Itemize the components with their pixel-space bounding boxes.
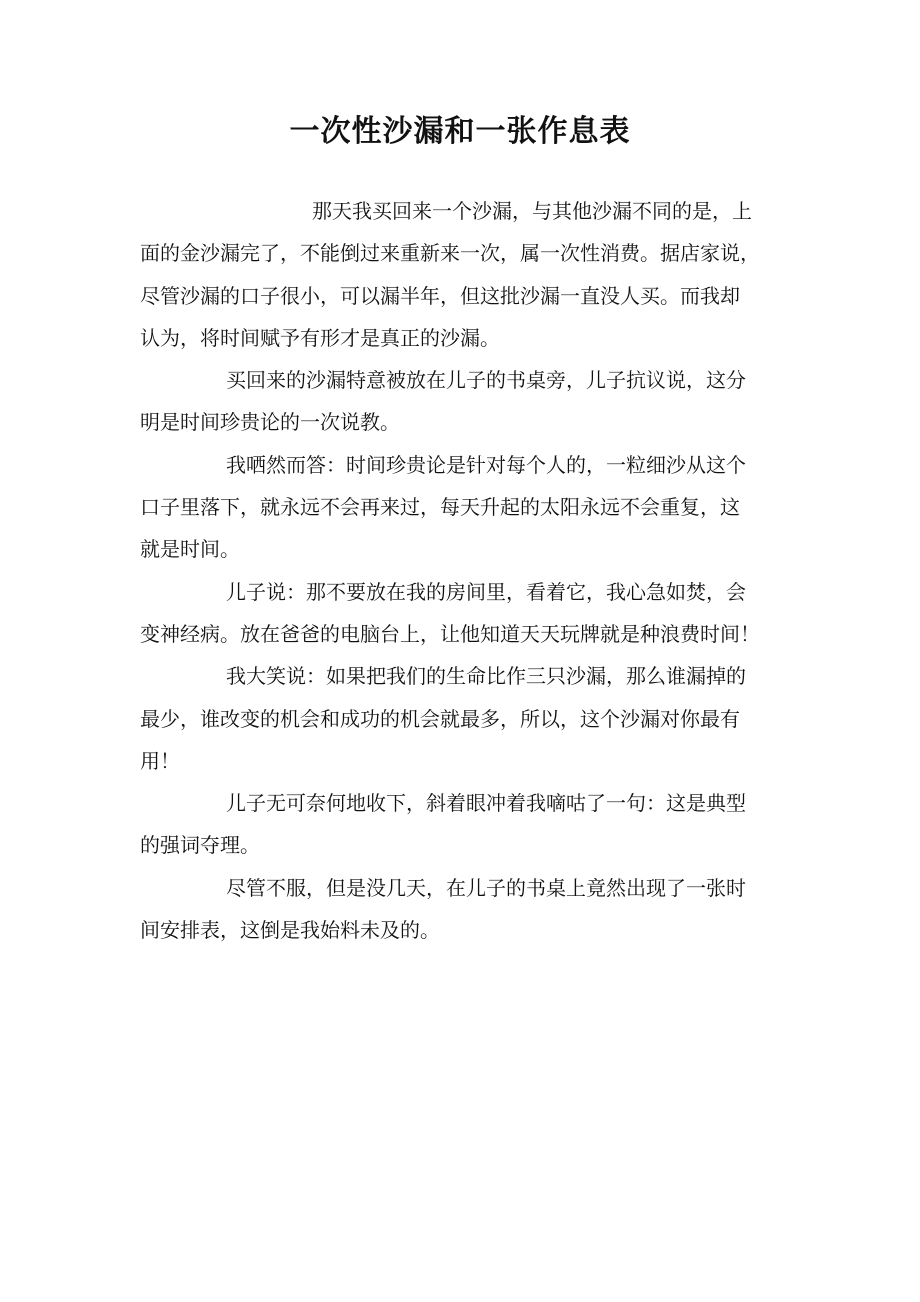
paragraph-line: 明是时间珍贵论的一次说教。: [140, 410, 400, 435]
paragraph-1: [140, 190, 780, 359]
paragraph-2: [140, 359, 780, 444]
paragraph-line: 尽管沙漏的口子很小，可以漏半年，但这批沙漏一直没人买。而我却: [140, 283, 740, 308]
paragraph-line: 变神经病。放在爸爸的电脑台上，让他知道天天玩牌就是种浪费时间！: [140, 621, 760, 646]
paragraph-line: 儿子无可奈何地收下，斜着眼冲着我嘀咕了一句：这是典型: [226, 791, 746, 816]
paragraph-line: 尽管不服，但是没几天，在儿子的书桌上竟然出现了一张时: [226, 875, 746, 900]
paragraph-line: 我大笑说：如果把我们的生命比作三只沙漏，那么谁漏掉的: [226, 664, 746, 689]
paragraph-line: 的强词夺理。: [140, 833, 260, 858]
paragraph-4: [140, 571, 780, 656]
paragraph-line: 面的金沙漏完了，不能倒过来重新来一次，属一次性消费。据店家说，: [140, 241, 760, 266]
paragraph-line: 最少，谁改变的机会和成功的机会就最多，所以，这个沙漏对你最有: [140, 706, 740, 731]
paragraph-line: 认为，将时间赋予有形才是真正的沙漏。: [140, 325, 500, 350]
paragraph-line: 买回来的沙漏特意被放在儿子的书桌旁，儿子抗议说，这分: [226, 368, 746, 393]
paragraph-line: 用！: [140, 748, 180, 773]
paragraph-7: [140, 867, 780, 952]
paragraph-line: 就是时间。: [140, 537, 240, 562]
paragraph-3: [140, 444, 780, 571]
document-body: [140, 190, 780, 951]
paragraph-6: [140, 782, 780, 867]
document-title: 一次性沙漏和一张作息表: [289, 114, 631, 149]
paragraph-line: 我哂然而答：时间珍贵论是针对每个人的，一粒细沙从这个: [226, 452, 746, 477]
paragraph-line: 儿子说：那不要放在我的房间里，看着它，我心急如焚，会: [226, 579, 746, 604]
paragraph-line: 间安排表，这倒是我始料未及的。: [140, 918, 440, 943]
paragraph-line: 口子里落下，就永远不会再来过，每天升起的太阳永远不会重复，这: [140, 495, 740, 520]
paragraph-line: 那天我买回来一个沙漏，与其他沙漏不同的是，上: [312, 199, 752, 223]
paragraph-5: [140, 655, 780, 782]
